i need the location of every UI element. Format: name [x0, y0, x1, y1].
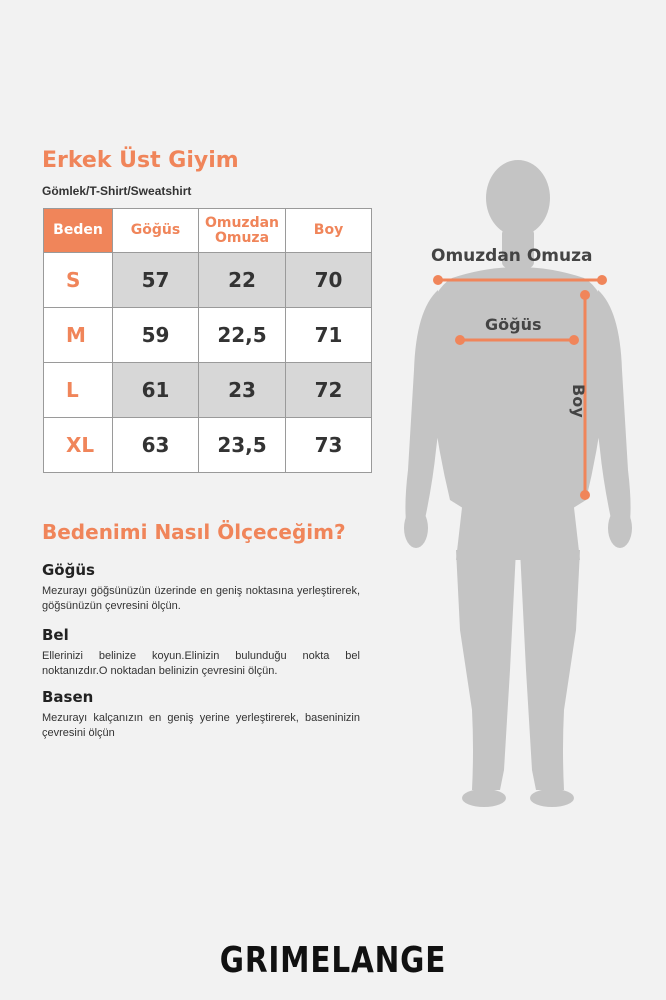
shoulder-label: Omuzdan Omuza	[431, 246, 593, 266]
length-bottom-dot	[580, 490, 590, 500]
omuz-cell: 23	[199, 363, 286, 418]
length-label: Boy	[569, 384, 588, 418]
page-subtitle: Gömlek/T-Shirt/Sweatshirt	[42, 184, 192, 198]
shoulder-right-dot	[597, 275, 607, 285]
chest-label: Göğüs	[485, 315, 542, 334]
header-omuz-line2: Omuza	[214, 229, 270, 246]
size-cell: L	[44, 363, 113, 418]
header-omuz-line1: Omuzdan	[204, 214, 280, 231]
table-row	[44, 308, 372, 363]
chest-right-dot	[569, 335, 579, 345]
table-row	[44, 253, 372, 308]
section-text-basen: Mezurayı kalçanızın en geniş yerine yerleştirerek, baseninizin çevresini ölçün	[42, 712, 360, 739]
boy-cell: 72	[286, 363, 372, 418]
section-text-bel: Ellerinizi belinize koyun.Elinizin bulunduğu nokta bel noktanızdır.O noktadan belinizin çevresini ölçün.	[42, 650, 360, 677]
header-gogus: Göğüs	[113, 209, 199, 253]
omuz-cell: 22	[199, 253, 286, 308]
size-cell: M	[44, 308, 113, 363]
omuz-cell: 23,5	[199, 418, 286, 473]
boy-cell: 73	[286, 418, 372, 473]
section-heading-bel: Bel	[42, 626, 69, 644]
page-title: Erkek Üst Giyim	[42, 148, 239, 173]
size-cell: S	[44, 253, 113, 308]
header-boy: Boy	[286, 209, 372, 253]
table-row	[44, 363, 372, 418]
brand-logo: GRIMELANGE	[219, 940, 447, 981]
section-text-gogus: Mezurayı göğsünüzün üzerinde en geniş noktasına yerleştirerek, göğsünüzün çevresini ölçün.	[42, 585, 360, 612]
size-table-header	[44, 209, 372, 253]
boy-cell: 70	[286, 253, 372, 308]
size-table	[43, 208, 372, 473]
header-beden: Beden	[44, 209, 113, 253]
section-heading-gogus: Göğüs	[42, 561, 95, 579]
size-cell: XL	[44, 418, 113, 473]
table-row	[44, 418, 372, 473]
shoulder-left-dot	[433, 275, 443, 285]
omuz-cell: 22,5	[199, 308, 286, 363]
length-top-dot	[580, 290, 590, 300]
gogus-cell: 59	[113, 308, 199, 363]
boy-cell: 71	[286, 308, 372, 363]
chest-left-dot	[455, 335, 465, 345]
gogus-cell: 57	[113, 253, 199, 308]
section-heading-basen: Basen	[42, 688, 94, 706]
header-omuz	[199, 209, 286, 253]
how-to-title: Bedenimi Nasıl Ölçeceğim?	[42, 520, 346, 544]
gogus-cell: 61	[113, 363, 199, 418]
gogus-cell: 63	[113, 418, 199, 473]
